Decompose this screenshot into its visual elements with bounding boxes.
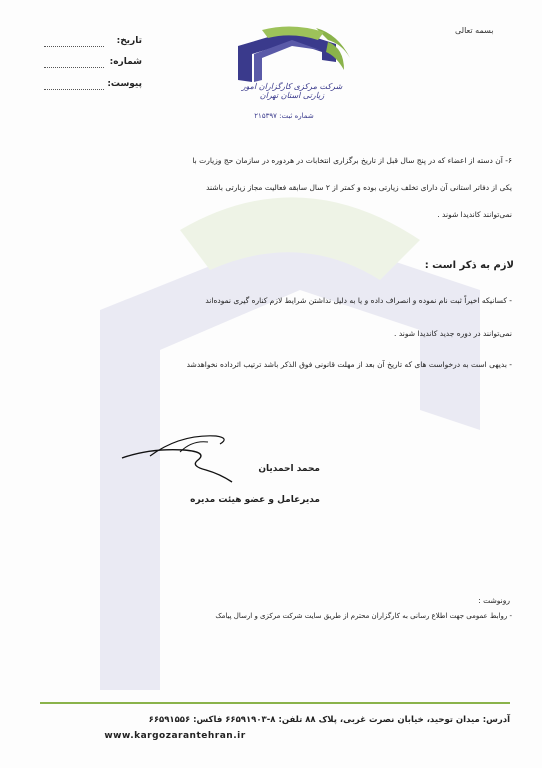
note-2-line: - بدیهی است به درخواست های که تاریخ آن بعد از مهلت قانونی فوق الذکر باشد ترتیب اثرداده نخواهدشد xyxy=(186,360,512,369)
company-name: شرکت مرکزی کارگزاران امور زیارتی استان تهران xyxy=(241,82,343,100)
note-1-line-2: نمی‌توانند در دوره جدید کاندیدا شوند . xyxy=(394,329,512,338)
attachment-label: پیوست: xyxy=(107,79,142,89)
handwritten-signature xyxy=(120,430,240,490)
clause-6 xyxy=(40,147,512,228)
attachment-field xyxy=(44,79,142,93)
note-1 xyxy=(40,294,512,308)
clause-line-3: نمی‌توانند کاندیدا شوند . xyxy=(437,210,512,219)
signatory-title: مدیرعامل و عضو هیئت مدیره xyxy=(190,495,320,505)
footer-rule xyxy=(40,702,510,704)
company-logo xyxy=(232,24,354,116)
note-2 xyxy=(40,358,512,372)
date-field xyxy=(44,36,142,50)
signatory-name: محمد احمدیان xyxy=(258,464,320,474)
clause-line-2: یکی از دفاتر استانی آن دارای تخلف زیارتی بوده و کمتر از ۲ سال سابقه فعالیت مجاز زیارتی باشند xyxy=(206,183,512,192)
logo-watermark xyxy=(40,170,540,710)
cc-label: رونوشت : xyxy=(478,596,510,605)
date-label: تاریخ: xyxy=(116,36,142,46)
registration-number: شماره ثبت: ۲۱۵۳۹۷ xyxy=(254,112,314,120)
footer-website: www.kargozarantehran.ir xyxy=(104,731,246,741)
clause-line-1: ۶- آن دسته از اعضاء که در پنج سال قبل از تاریخ برگزاری انتخابات در هردوره در سازمان حج وزیارت با xyxy=(192,156,512,165)
footer-address: آدرس: میدان توحید، خیابان نصرت غربی، پلاک ۸۸ تلفن: ۸-۶۶۵۹۱۹۰۳ فاکس: ۶۶۵۹۱۵۵۶ xyxy=(148,715,510,725)
number-field xyxy=(44,57,142,71)
notice-heading: لازم به ذکر است : xyxy=(424,260,514,271)
number-label: شماره: xyxy=(109,57,142,67)
basmala: بسمه تعالی xyxy=(455,26,494,35)
note-1-continuation xyxy=(40,327,512,341)
note-1-line-1: - کسانیکه اخیراً ثبت نام نموده و انصراف داده و یا به دلیل نداشتن شرایط لازم کناره گیری نموده‌اند xyxy=(205,296,512,305)
cc-item: - روابط عمومی جهت اطلاع رسانی به کارگزاران محترم از طریق سایت شرکت مرکزی و ارسال پیامک xyxy=(215,612,512,620)
